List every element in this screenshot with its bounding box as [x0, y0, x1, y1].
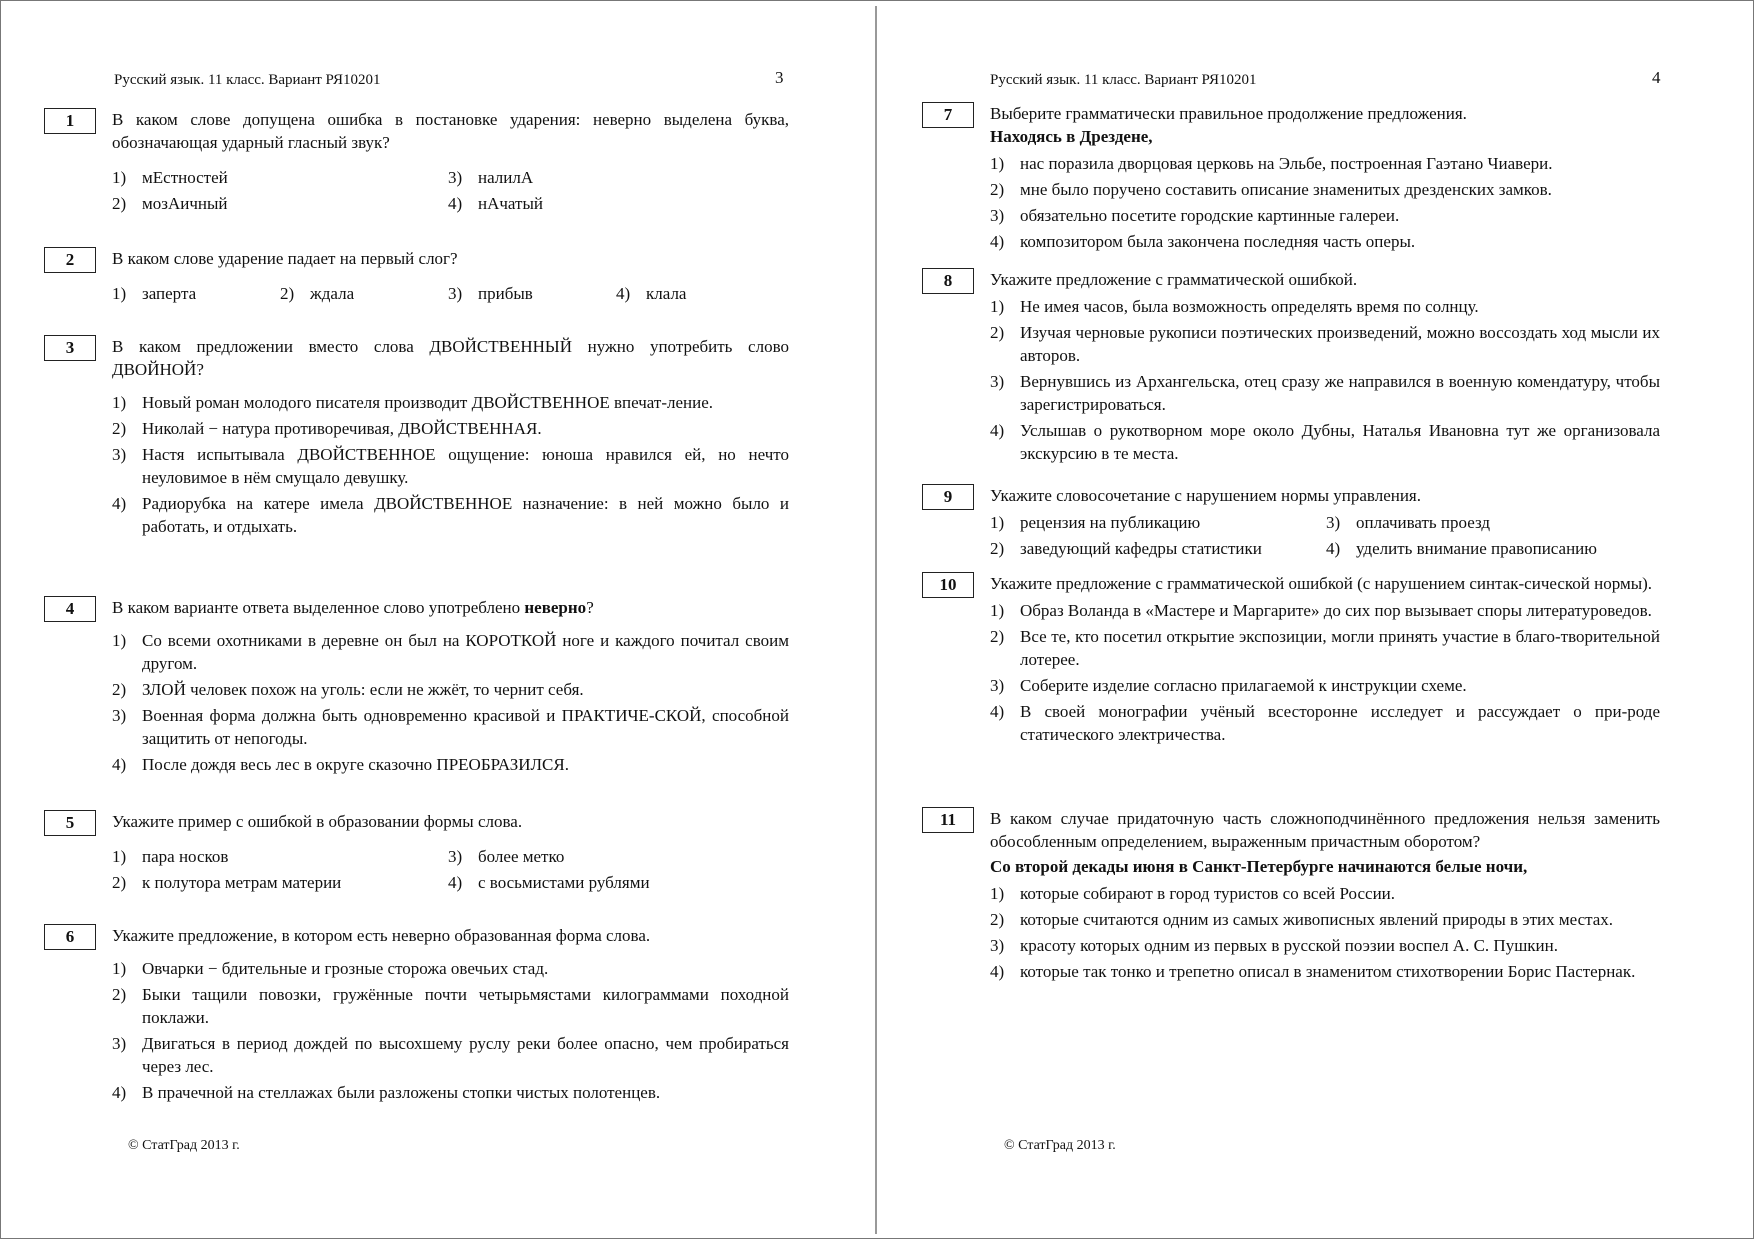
task-number: 11: [922, 807, 974, 833]
option: 1) рецензия на публикацию: [990, 513, 1201, 532]
task-question: В каком слове допущена ошибка в постановке ударения: неверно выделена буква, обозначающая ударный гласный звук?: [112, 110, 789, 152]
task-number: 4: [44, 596, 96, 622]
option: 2) ждала: [280, 284, 355, 303]
option: 4) В своей монографии учёный всесторонне исследует и рассуждает о при-роде статического электричества.: [990, 702, 1660, 744]
page-footer: © СтатГрад 2013 г.: [128, 1138, 240, 1153]
task-question: В каком случае придаточную часть сложноподчинённого предложения нельзя заменить обособленным определением, выраженным причастным оборотом?: [990, 809, 1660, 851]
option: 1) Со всеми охотниками в деревне он был на КОРОТКОЙ ноге и каждого почитал своим другом.: [112, 631, 789, 673]
option: 1) мЕстностей: [112, 168, 228, 187]
spread-divider: [875, 6, 877, 1234]
task-question: В каком варианте ответа выделенное слово употреблено неверно?: [112, 598, 594, 617]
task-question: Выберите грамматически правильное продолжение предложения.: [990, 104, 1467, 123]
option: 4) Радиорубка на катере имела ДВОЙСТВЕННОЕ назначение: в ней можно было и работать, и отдыхать.: [112, 494, 789, 536]
task-question: Укажите пример с ошибкой в образовании формы слова.: [112, 812, 523, 831]
option: 2) Быки тащили повозки, гружённые почти четырьмястами килограммами походной поклажи.: [112, 985, 789, 1027]
task-number: 10: [922, 572, 974, 598]
option: 2) к полутора метрам материи: [112, 873, 342, 892]
option: 3) прибыв: [448, 284, 533, 303]
task-question: Укажите предложение, в котором есть неверно образованная форма слова.: [112, 926, 651, 945]
option: 4) уделить внимание правописанию: [1326, 539, 1597, 558]
page-number: 4: [1652, 68, 1661, 87]
task-number: 6: [44, 924, 96, 950]
option: 1) которые собирают в город туристов со всей России.: [990, 884, 1396, 903]
task-lead-sentence: Со второй декады июня в Санкт-Петербурге начинаются белые ночи,: [990, 857, 1528, 876]
option: 2) Все те, кто посетил открытие экспозиции, могли принять участие в благо-творительной лотерее.: [990, 627, 1660, 669]
option: 2) Николай − натура противоречивая, ДВОЙСТВЕННАЯ.: [112, 419, 542, 438]
option: 2) мозАичный: [112, 194, 228, 213]
option: 1) нас поразила дворцовая церковь на Эльбе, построенная Гаэтано Чиавери.: [990, 154, 1553, 173]
option: 3) Соберите изделие согласно прилагаемой к инструкции схеме.: [990, 676, 1467, 695]
task-number: 2: [44, 247, 96, 273]
option: 2) Изучая черновые рукописи поэтических произведений, можно воссоздать ход мысли их авторов.: [990, 323, 1660, 365]
option: 3) Двигаться в период дождей по высохшему руслу реки более опасно, чем пробираться через лес.: [112, 1034, 789, 1076]
page-header: Русский язык. 11 класс. Вариант РЯ10201: [990, 72, 1257, 88]
option: 1) Не имея часов, была возможность определять время по солнцу.: [990, 297, 1479, 316]
option: 2) мне было поручено составить описание знаменитых дрезденских замков.: [990, 180, 1552, 199]
task-number: 8: [922, 268, 974, 294]
page-header: Русский язык. 11 класс. Вариант РЯ10201: [114, 72, 381, 88]
task-question: Укажите предложение с грамматической ошибкой.: [990, 270, 1358, 289]
option: 1) пара носков: [112, 847, 229, 866]
option: 4) с восьмистами рублями: [448, 873, 650, 892]
task-lead-sentence: Находясь в Дрездене,: [990, 127, 1153, 146]
option: 1) Новый роман молодого писателя производит ДВОЙСТВЕННОЕ впечат-ление.: [112, 393, 714, 412]
option: 4) После дождя весь лес в округе сказочно ПРЕОБРАЗИЛСЯ.: [112, 755, 569, 774]
option: 3) красоту которых одним из первых в русской поэзии воспел А. С. Пушкин.: [990, 936, 1558, 955]
page-right: [879, 6, 1750, 1234]
page-footer: © СтатГрад 2013 г.: [1004, 1138, 1116, 1153]
option: 3) Военная форма должна быть одновременно красивой и ПРАКТИЧЕ-СКОЙ, способной защитить от непогоды.: [112, 706, 789, 748]
option: 1) Овчарки − бдительные и грозные сторожа овечьих стад.: [112, 959, 549, 978]
option: 4) клала: [616, 284, 687, 303]
task-question: В каком предложении вместо слова ДВОЙСТВЕННЫЙ нужно употребить слово ДВОЙНОЙ?: [112, 337, 789, 379]
task-number: 5: [44, 810, 96, 836]
option: 3) обязательно посетите городские картинные галереи.: [990, 206, 1400, 225]
page-left: [4, 6, 875, 1234]
task-number: 3: [44, 335, 96, 361]
task-number: 7: [922, 102, 974, 128]
option: 1) Образ Воланда в «Мастере и Маргарите» до сих пор вызывает споры литературоведов.: [990, 601, 1652, 620]
option: 4) композитором была закончена последняя часть оперы.: [990, 232, 1416, 251]
task-question: Укажите словосочетание с нарушением нормы управления.: [990, 486, 1422, 505]
option: 2) ЗЛОЙ человек похож на уголь: если не жжёт, то чернит себя.: [112, 680, 584, 699]
option: 2) которые считаются одним из самых живописных явлений природы в этих местах.: [990, 910, 1614, 929]
option: 4) которые так тонко и трепетно описал в знаменитом стихотворении Борис Пастернак.: [990, 962, 1636, 981]
option: 4) нАчатый: [448, 194, 543, 213]
task-question: Укажите предложение с грамматической ошибкой (с нарушением синтак-сической нормы).: [990, 574, 1653, 593]
option: 3) Вернувшись из Архангельска, отец сразу же направился в военную комендатуру, чтобы зарегистрироваться.: [990, 372, 1660, 414]
option: 3) более метко: [448, 847, 565, 866]
option: 1) заперта: [112, 284, 197, 303]
option: 3) налилА: [448, 168, 534, 187]
task-number: 1: [44, 108, 96, 134]
task-question: В каком слове ударение падает на первый слог?: [112, 249, 458, 268]
option: 4) В прачечной на стеллажах были разложены стопки чистых полотенцев.: [112, 1083, 661, 1102]
option: 3) Настя испытывала ДВОЙСТВЕННОЕ ощущение: юноша нравился ей, но нечто неуловимое в нём смущало девушку.: [112, 445, 789, 487]
page-number: 3: [775, 68, 784, 87]
option: 2) заведующий кафедры статистики: [990, 539, 1262, 558]
task-number: 9: [922, 484, 974, 510]
option: 3) оплачивать проезд: [1326, 513, 1491, 532]
option: 4) Услышав о рукотворном море около Дубны, Наталья Ивановна тут же организовала экскурсию в те места.: [990, 421, 1660, 463]
